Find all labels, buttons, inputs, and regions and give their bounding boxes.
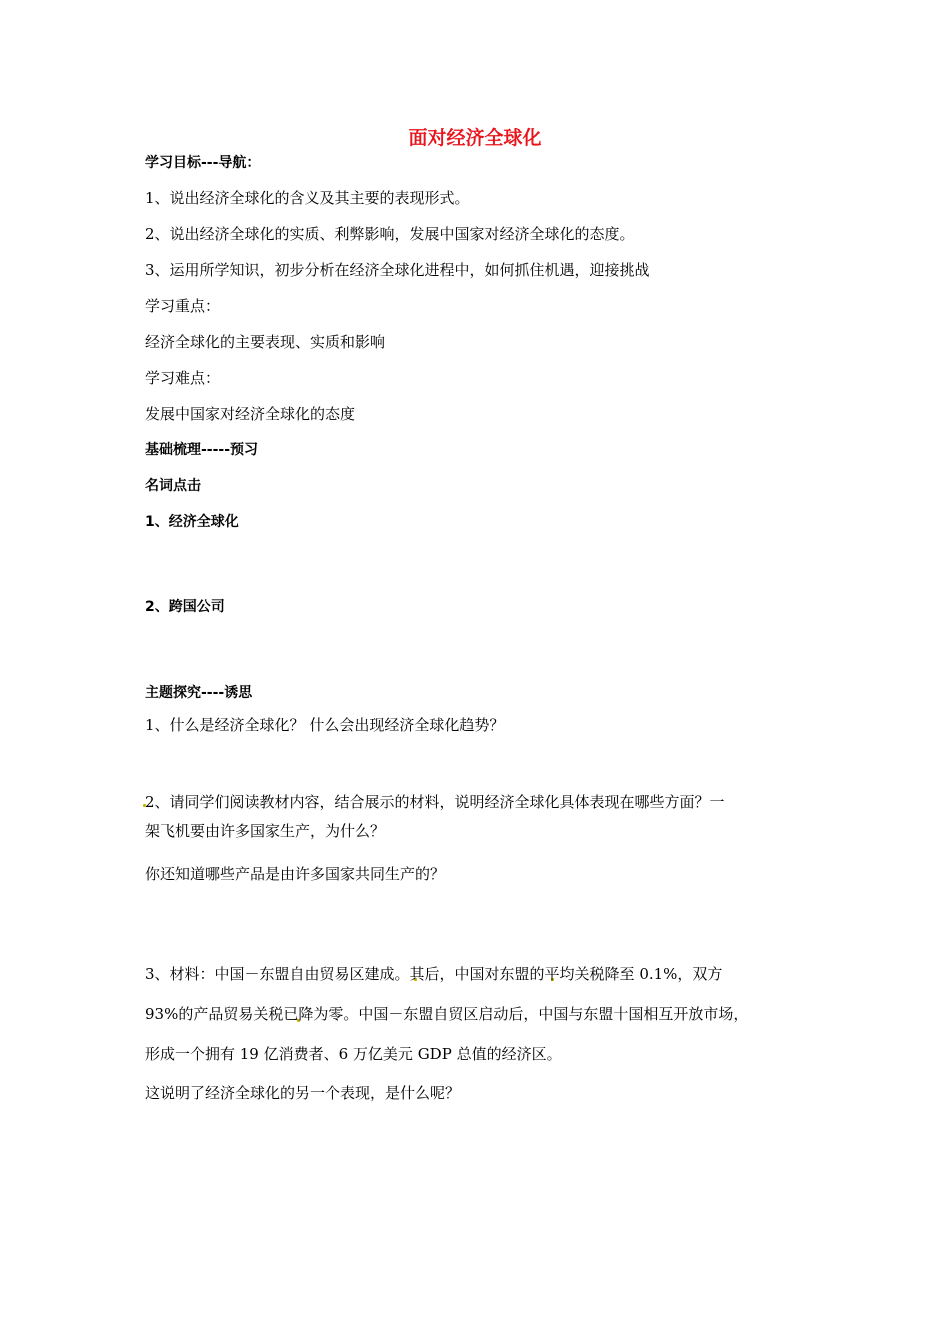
objective-item-1: 1、说出经济全球化的含义及其主要的表现形式。 — [145, 189, 470, 207]
section-heading-inquiry: 主题探究----诱思 — [145, 685, 253, 701]
section-heading-objectives: 学习目标---导航： — [145, 155, 261, 171]
section-heading-preview: 基础梳理-----预习 — [145, 442, 259, 458]
difficulty-label: 学习难点： — [145, 369, 221, 387]
objective-item-3: 3、运用所学知识，初步分析在经济全球化进程中，如何抓住机遇，迎接挑战 — [145, 261, 650, 279]
material-line-1: 3、材料：中国－东盟自由贸易区建成。其后，中国对东盟的平均关税降至 0.1%，双方 — [145, 965, 723, 983]
objective-item-2: 2、说出经济全球化的实质、利弊影响，发展中国家对经济全球化的态度。 — [145, 225, 635, 243]
term-item-2: 2、跨国公司 — [145, 599, 225, 615]
material-question: 这说明了经济全球化的另一个表现，是什么呢？ — [145, 1084, 461, 1102]
question-1: 1、什么是经济全球化？ 什么会出现经济全球化趋势？ — [145, 716, 505, 734]
key-points-label: 学习重点： — [145, 297, 221, 315]
question-2-line-3: 你还知道哪些产品是由许多国家共同生产的？ — [145, 865, 446, 883]
question-2-line-2: 架飞机要由许多国家生产，为什么？ — [145, 822, 386, 840]
terms-heading: 名词点击 — [145, 478, 201, 494]
term-item-1: 1、经济全球化 — [145, 514, 239, 530]
question-2-line-1: 2、请同学们阅读教材内容，结合展示的材料，说明经济全球化具体表现在哪些方面？一 — [145, 793, 725, 811]
material-line-2: 93%的产品贸易关税已降为零。中国－东盟自贸区启动后，中国与东盟十国相互开放市场， — [145, 1005, 749, 1023]
material-line-3: 形成一个拥有 19 亿消费者、6 万亿美元 GDP 总值的经济区。 — [145, 1045, 562, 1063]
key-points-text: 经济全球化的主要表现、实质和影响 — [145, 333, 386, 351]
document-title: 面对经济全球化 — [408, 127, 542, 149]
difficulty-text: 发展中国家对经济全球化的态度 — [145, 405, 356, 423]
